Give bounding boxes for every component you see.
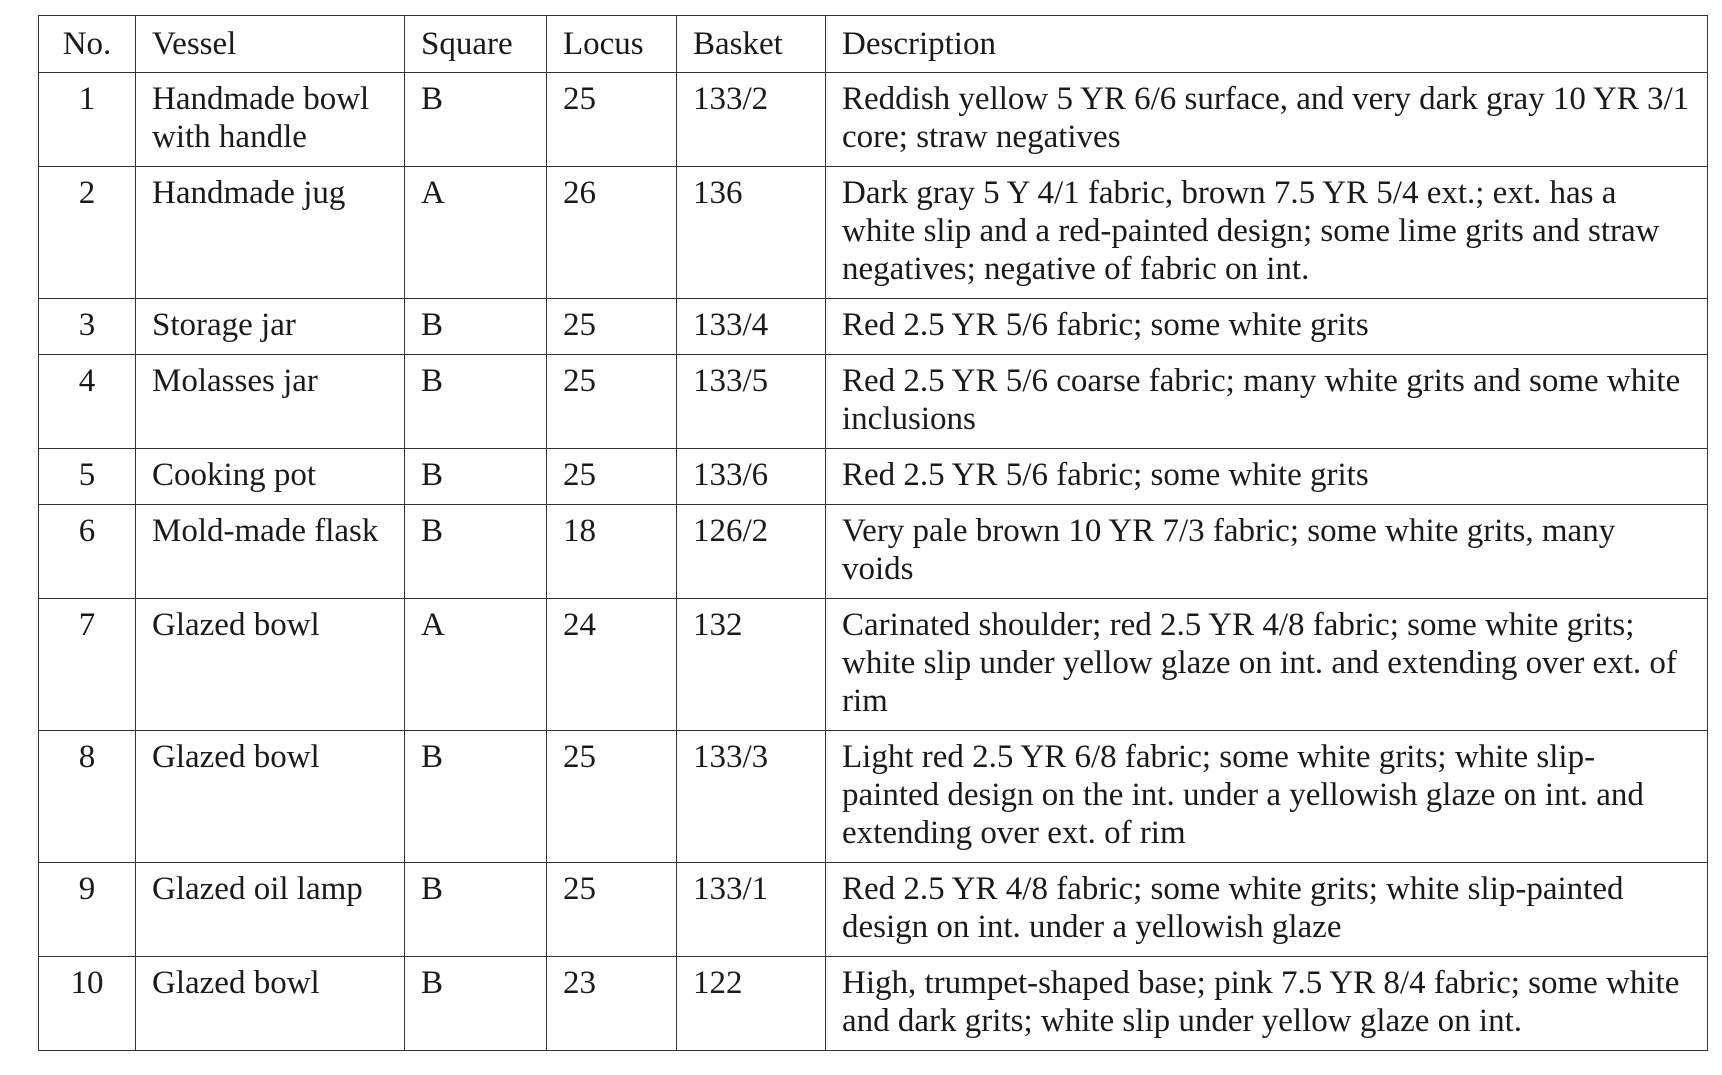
pottery-table <box>38 15 1708 1051</box>
cell-vessel: Glazed oil lamp <box>136 863 405 957</box>
cell-basket: 136 <box>677 167 826 299</box>
table-row <box>39 167 1708 299</box>
header-row <box>39 16 1708 73</box>
cell-vessel: Glazed bowl <box>136 599 405 731</box>
header-description: Description <box>826 16 1708 73</box>
cell-locus: 25 <box>547 863 677 957</box>
cell-square: A <box>405 167 547 299</box>
cell-basket: 122 <box>677 957 826 1051</box>
cell-description: Red 2.5 YR 4/8 fabric; some white grits; white slip-painted design on int. under a yellowish glaze <box>826 863 1708 957</box>
cell-locus: 23 <box>547 957 677 1051</box>
cell-vessel: Mold-made flask <box>136 505 405 599</box>
cell-vessel: Glazed bowl <box>136 957 405 1051</box>
header-basket: Basket <box>677 16 826 73</box>
cell-basket: 133/3 <box>677 731 826 863</box>
cell-basket: 133/4 <box>677 299 826 355</box>
cell-vessel: Cooking pot <box>136 449 405 505</box>
table-row <box>39 449 1708 505</box>
cell-square: B <box>405 299 547 355</box>
table-header <box>39 16 1708 73</box>
cell-square: A <box>405 599 547 731</box>
cell-description: High, trumpet-shaped base; pink 7.5 YR 8/4 fabric; some white and dark grits; white slip under yellow glaze on int. <box>826 957 1708 1051</box>
table-row <box>39 355 1708 449</box>
cell-locus: 26 <box>547 167 677 299</box>
table-row <box>39 73 1708 167</box>
header-locus: Locus <box>547 16 677 73</box>
cell-vessel: Molasses jar <box>136 355 405 449</box>
cell-description: Carinated shoulder; red 2.5 YR 4/8 fabric; some white grits; white slip under yellow glaze on int. and extending over ext. of rim <box>826 599 1708 731</box>
cell-basket: 133/6 <box>677 449 826 505</box>
table-row <box>39 731 1708 863</box>
cell-locus: 25 <box>547 299 677 355</box>
cell-basket: 133/5 <box>677 355 826 449</box>
cell-square: B <box>405 863 547 957</box>
table-row <box>39 505 1708 599</box>
header-vessel: Vessel <box>136 16 405 73</box>
cell-square: B <box>405 957 547 1051</box>
table-row <box>39 957 1708 1051</box>
cell-square: B <box>405 73 547 167</box>
cell-no: 8 <box>39 731 136 863</box>
table-row <box>39 299 1708 355</box>
cell-square: B <box>405 731 547 863</box>
header-square: Square <box>405 16 547 73</box>
cell-locus: 25 <box>547 355 677 449</box>
cell-locus: 25 <box>547 449 677 505</box>
cell-square: B <box>405 505 547 599</box>
cell-no: 9 <box>39 863 136 957</box>
cell-description: Red 2.5 YR 5/6 fabric; some white grits <box>826 299 1708 355</box>
cell-description: Light red 2.5 YR 6/8 fabric; some white grits; white slip-painted design on the int. under a yellowish glaze on int. and extending over ext. of rim <box>826 731 1708 863</box>
cell-no: 2 <box>39 167 136 299</box>
header-no: No. <box>39 16 136 73</box>
cell-description: Dark gray 5 Y 4/1 fabric, brown 7.5 YR 5/4 ext.; ext. has a white slip and a red-painted design; some lime grits and straw negatives; negative of fabric on int. <box>826 167 1708 299</box>
cell-square: B <box>405 355 547 449</box>
table-body <box>39 73 1708 1051</box>
cell-locus: 25 <box>547 731 677 863</box>
cell-no: 1 <box>39 73 136 167</box>
cell-no: 6 <box>39 505 136 599</box>
cell-vessel: Storage jar <box>136 299 405 355</box>
cell-basket: 133/2 <box>677 73 826 167</box>
cell-no: 3 <box>39 299 136 355</box>
cell-description: Very pale brown 10 YR 7/3 fabric; some white grits, many voids <box>826 505 1708 599</box>
cell-basket: 133/1 <box>677 863 826 957</box>
cell-vessel: Handmade jug <box>136 167 405 299</box>
cell-description: Red 2.5 YR 5/6 coarse fabric; many white grits and some white inclusions <box>826 355 1708 449</box>
cell-vessel: Glazed bowl <box>136 731 405 863</box>
table-row <box>39 863 1708 957</box>
cell-basket: 132 <box>677 599 826 731</box>
cell-vessel: Handmade bowl with handle <box>136 73 405 167</box>
cell-locus: 24 <box>547 599 677 731</box>
cell-locus: 25 <box>547 73 677 167</box>
cell-no: 5 <box>39 449 136 505</box>
cell-no: 10 <box>39 957 136 1051</box>
cell-square: B <box>405 449 547 505</box>
table-row <box>39 599 1708 731</box>
cell-basket: 126/2 <box>677 505 826 599</box>
cell-description: Red 2.5 YR 5/6 fabric; some white grits <box>826 449 1708 505</box>
cell-no: 7 <box>39 599 136 731</box>
cell-description: Reddish yellow 5 YR 6/6 surface, and very dark gray 10 YR 3/1 core; straw negatives <box>826 73 1708 167</box>
cell-locus: 18 <box>547 505 677 599</box>
cell-no: 4 <box>39 355 136 449</box>
